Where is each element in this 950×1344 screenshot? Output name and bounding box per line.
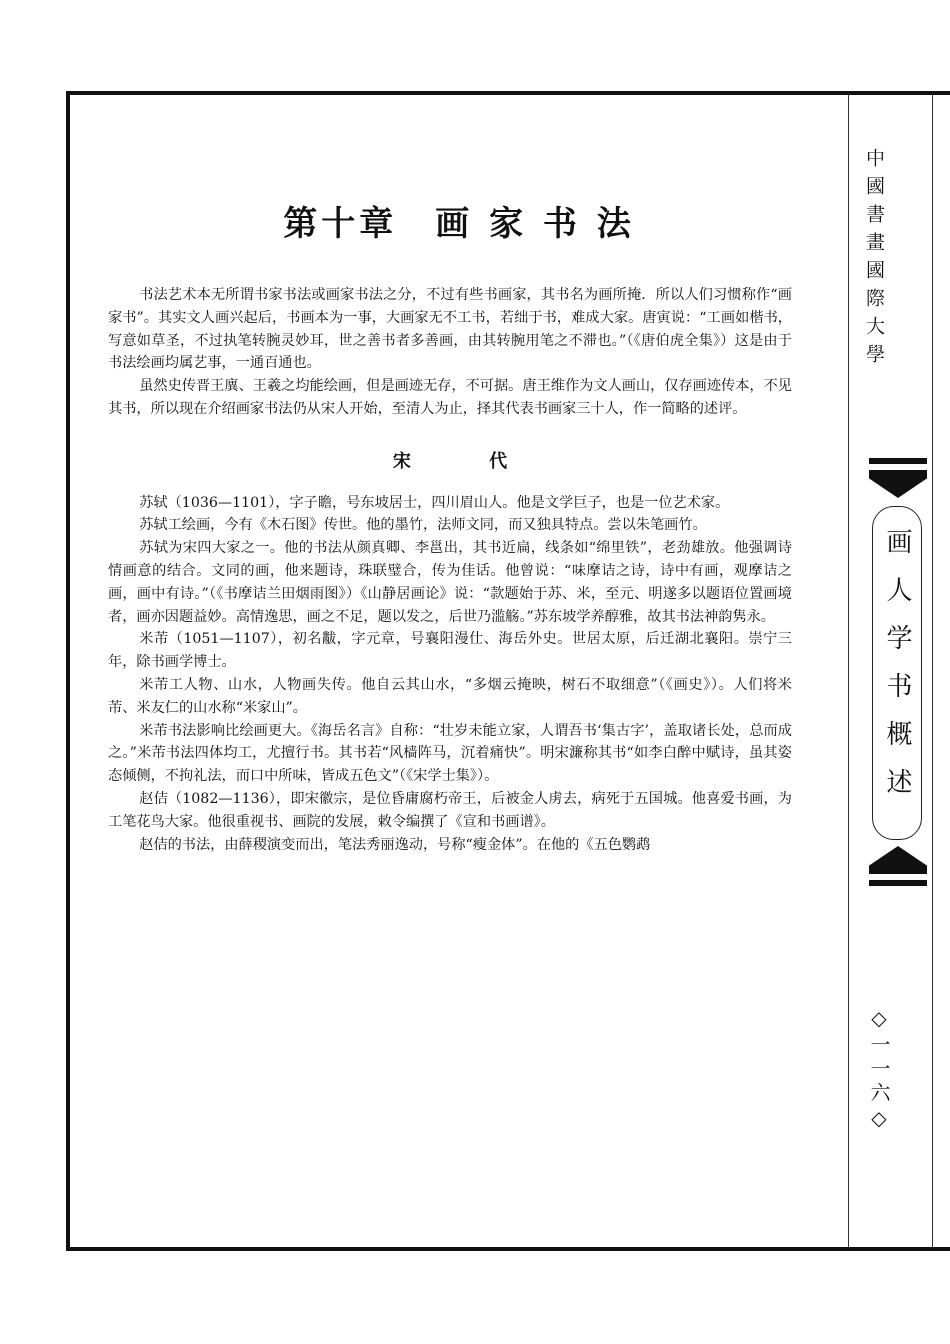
- body-paragraph: 苏轼工绘画，今有《木石图》传世。他的墨竹，法师文同，而又独具特点。尝以朱笔画竹。: [139, 517, 707, 534]
- sidebar-book-title: 画人学书概述: [882, 528, 912, 816]
- sidebar-divider: [848, 95, 849, 1247]
- sidebar-university-name: 中國書畫國際大學: [863, 148, 885, 372]
- page-frame-top: [66, 91, 950, 95]
- body-paragraph: 苏轼（1036—1101），字子瞻，号东坡居士，四川眉山人。他是文学巨子，也是一位艺术家。: [139, 494, 730, 511]
- sidebar-outer-line: [932, 95, 933, 1247]
- body-paragraph: 苏轼为宋四大家之一。他的书法从颜真卿、李邕出，其书近扁，线条如“绵里铁”，老劲雄放。他强调诗情画意的结合。文同的画，他来题诗，珠联璧合，传为佳话。他曾说：“味摩诘之诗，诗中有画，观摩诘之画，画中有诗。”（《书摩诘兰田烟雨图》）《山静居画论》说：“款题始于苏、米，至元、明遂多以题语位置画境者，画亦因题益妙。高情逸思，画之不足，题以发之，后世乃滥觞。”苏东坡学养醇雅，故其书法神韵隽永。: [108, 540, 792, 625]
- chapter-title: 第十章 画 家 书 法: [283, 204, 635, 244]
- page-frame-left: [66, 91, 70, 1251]
- body-paragraph: 赵佶的书法，由薛稷演变而出，笔法秀丽逸动，号称“瘦金体”。在他的《五色鹦鹉: [139, 836, 651, 853]
- main-text: [108, 284, 792, 856]
- spacer: [108, 421, 792, 435]
- intro-paragraph: 虽然史传晋王廙、王羲之均能绘画，但是画迹无存，不可据。唐王维作为文人画山，仅存画迹传本，不见其书，所以现在介绍画家书法仍从宋人开始，至清人为止，择其代表书画家三十人，作一简略的述评。: [108, 378, 792, 417]
- section-heading: 宋 代: [392, 450, 544, 472]
- page-frame-bottom: [66, 1247, 950, 1251]
- sidebar-rule-top: [869, 458, 927, 464]
- body-paragraph: 米芾书法影响比绘画更大。《海岳名言》自称：“壮岁未能立家，人谓吾书‘集古字’，盖取诸长处，总而成之。”米芾书法四体均工，尤擅行书。其书若“风樯阵马，沉着痛快”。明宋濂称其书“如李白醉中赋诗，虽其姿态倾侧，不拘礼法，而口中所味，皆成五色文”（《宋学士集》）。: [108, 722, 792, 785]
- body-paragraph: 米芾（1051—1107），初名黻，字元章，号襄阳漫仕、海岳外史。世居太原，后迁湖北襄阳。崇宁三年，除书画学博士。: [108, 631, 792, 671]
- sidebar-rule-bottom: [869, 880, 927, 886]
- sidebar-banner-top: [869, 470, 927, 498]
- body-paragraph: 赵佶（1082—1136），即宋徽宗，是位昏庸腐朽帝王，后被金人虏去，病死于五国城。他喜爱书画，为工笔花鸟大家。他很重视书、画院的发展，敕令编撰了《宣和书画谱》。: [108, 790, 792, 830]
- page-number: ◇一一六◇: [867, 1006, 891, 1134]
- body-paragraph: 米芾工人物、山水，人物画失传。他自云其山水，“多烟云掩映，树石不取细意”（《画史》）。人们将米芾、米友仁的山水称“米家山”。: [108, 676, 792, 716]
- sidebar-banner-bottom: [869, 846, 927, 874]
- intro-paragraph: 书法艺术本无所谓书家书法或画家书法之分，不过有些书画家，其书名为画所掩．所以人们习惯称作“画家书”。其实文人画兴起后，书画本为一事，大画家无不工书，若绌于书，难成大家。唐寅说：“工画如楷书，写意如草圣，不过执笔转腕灵妙耳，世之善书者多善画，由其转腕用笔之不滞也。”（《唐伯虎全集》）这是由于书法绘画均属艺事，一通百通也。: [108, 287, 792, 372]
